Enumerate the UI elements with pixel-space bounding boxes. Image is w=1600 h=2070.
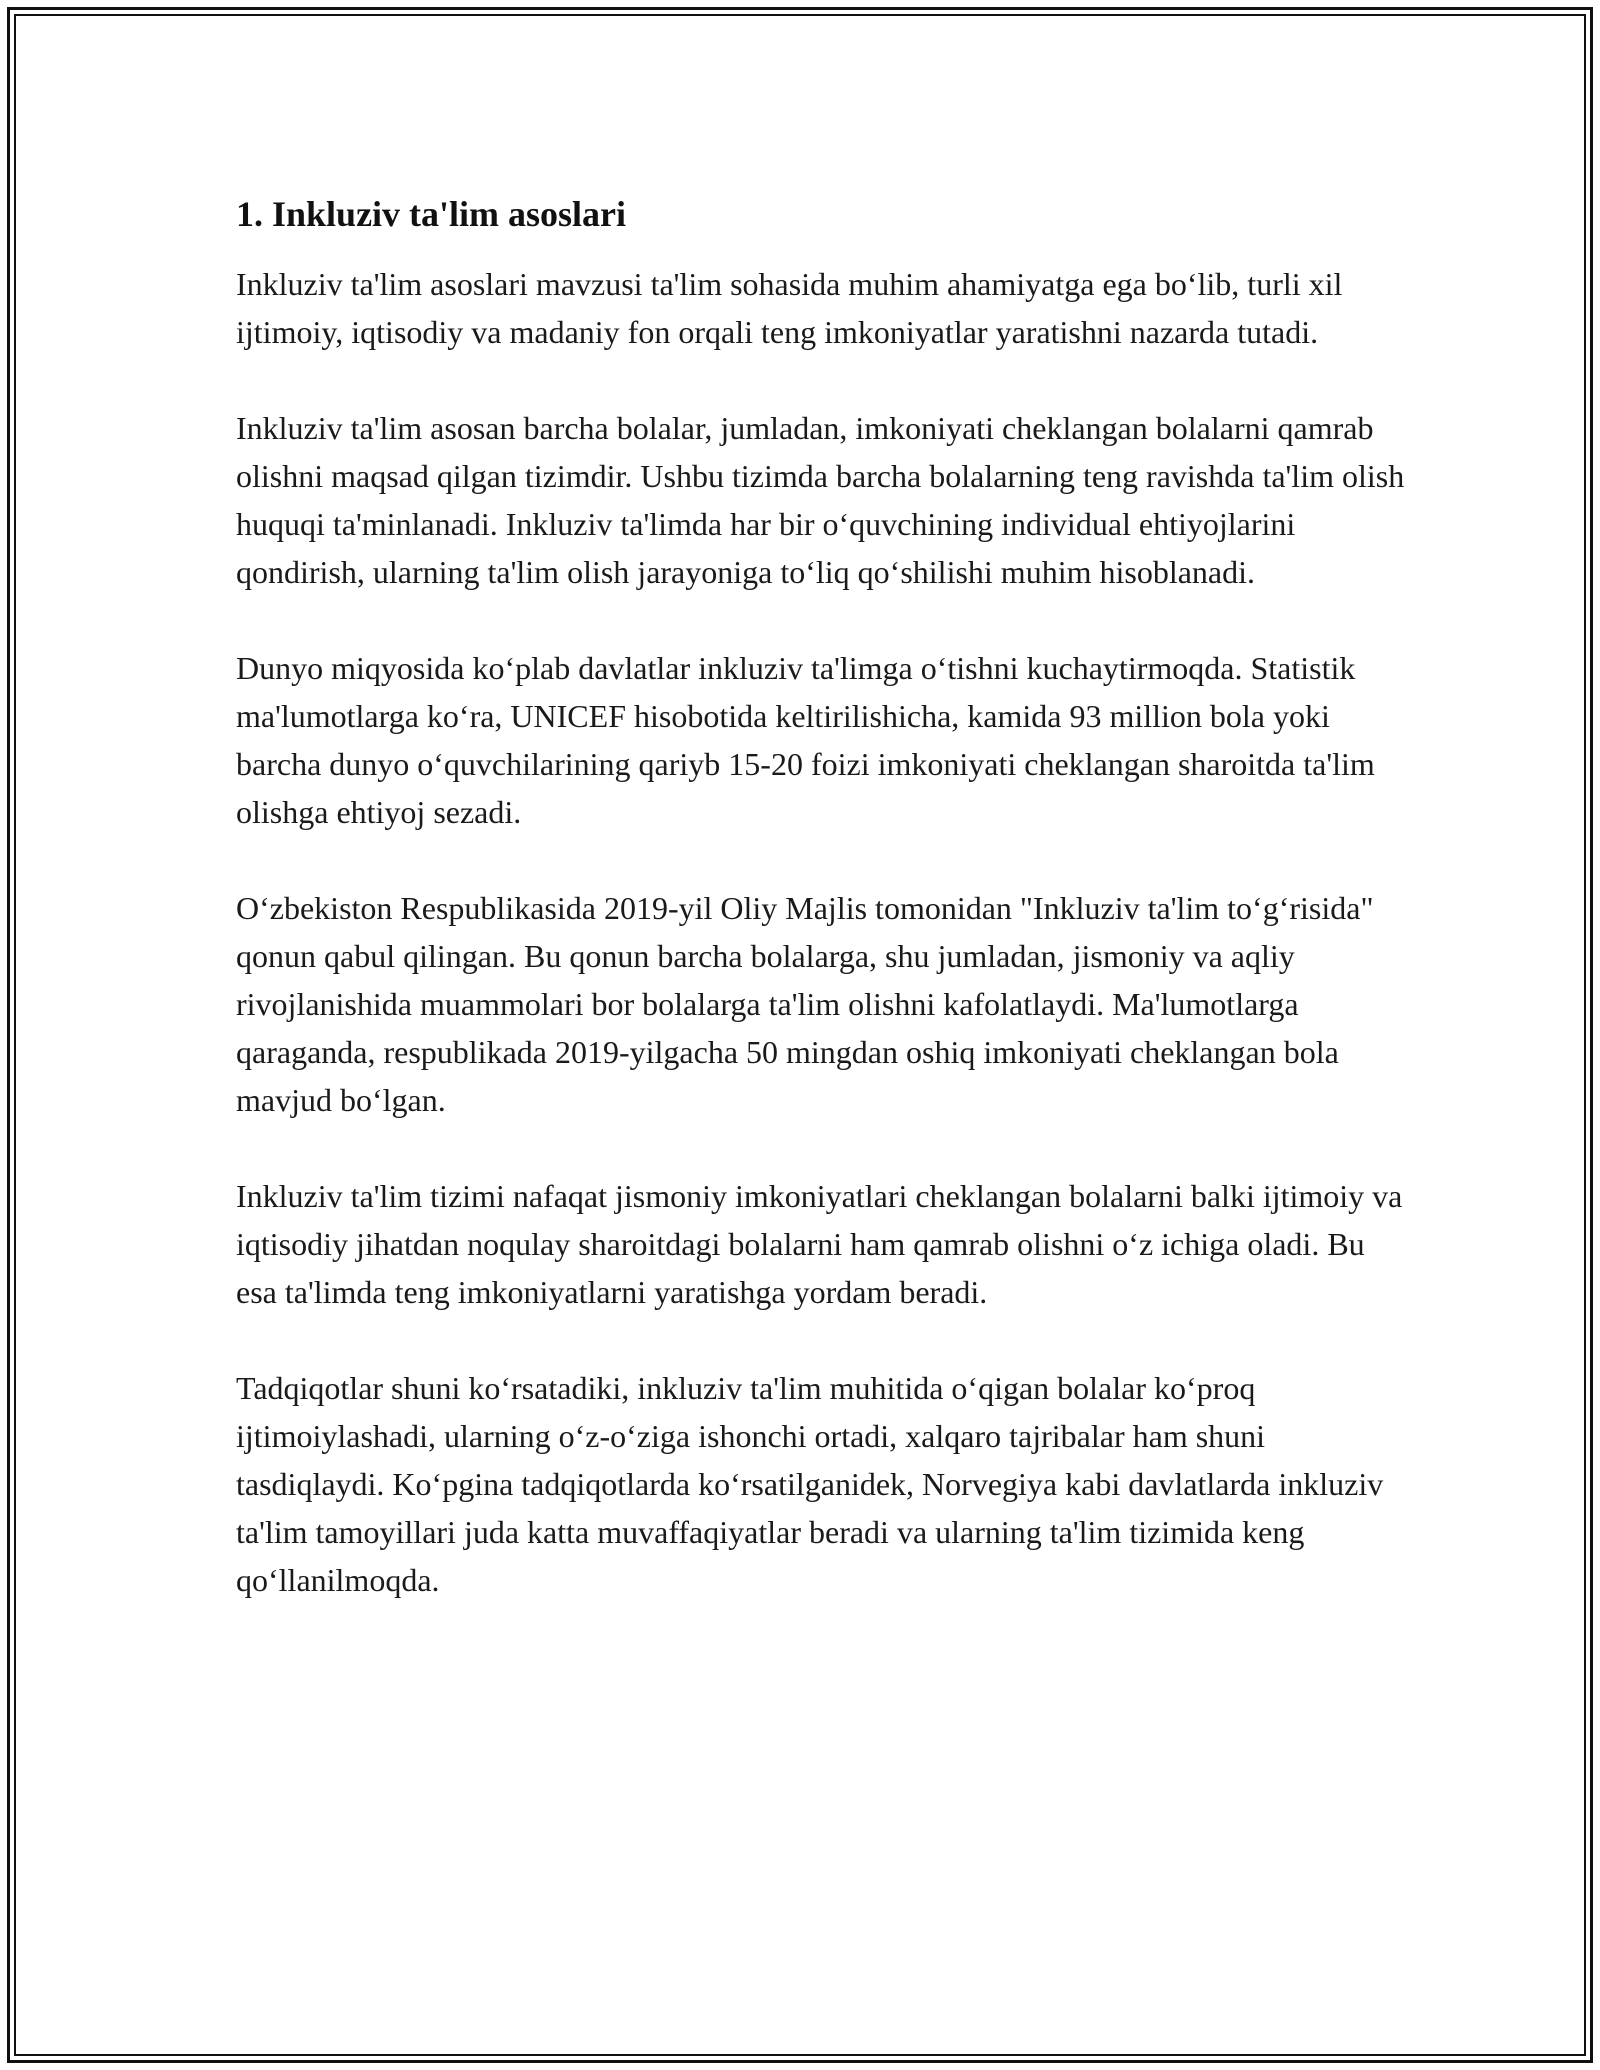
document-body bbox=[236, 186, 1406, 1652]
paragraph-1: Inkluziv ta'lim asoslari mavzusi ta'lim sohasida muhim ahamiyatga ega bo‘lib, turli xil ijtimoiy, iqtisodiy va madaniy fon orqali teng imkoniyatlar yaratishni nazarda tutadi. bbox=[236, 266, 1343, 350]
paragraph-3: Dunyo miqyosida ko‘plab davlatlar inkluziv ta'limga o‘tishni kuchaytirmoqda. Statistik ma'lumotlarga ko‘ra, UNICEF hisobotida keltirilishicha, kamida 93 million bola yoki barcha dunyo o‘quvchilarining qariyb 15-20 foizi imkoniyati cheklangan sharoitda ta'lim olishga ehtiyoj sezadi. bbox=[236, 650, 1375, 830]
section-title: 1. Inkluziv ta'lim asoslari bbox=[236, 194, 627, 234]
paragraph-5: Inkluziv ta'lim tizimi nafaqat jismoniy imkoniyatlari cheklangan bolalarni balki ijtimoiy va iqtisodiy jihatdan noqulay sharoitdagi bolalarni ham qamrab olishni o‘z ichiga oladi. Bu esa ta'limda teng imkoniyatlarni yaratishga yordam beradi. bbox=[236, 1178, 1403, 1310]
paragraph-6: Tadqiqotlar shuni ko‘rsatadiki, inkluziv ta'lim muhitida o‘qigan bolalar ko‘proq ijtimoiylashadi, ularning o‘z-o‘ziga ishonchi ortadi, xalqaro tajribalar ham shuni tasdiqlaydi. Ko‘pgina tadqiqotlarda ko‘rsatilganidek, Norvegiya kabi davlatlarda inkluziv ta'lim tamoyillari juda katta muvaffaqiyatlar beradi va ularning ta'lim tizimida keng qo‘llanilmoqda. bbox=[236, 1370, 1384, 1598]
paragraph-4: O‘zbekiston Respublikasida 2019-yil Oliy Majlis tomonidan "Inkluziv ta'lim to‘g‘risida" qonun qabul qilingan. Bu qonun barcha bolalarga, shu jumladan, jismoniy va aqliy rivojlanishida muammolari bor bolalarga ta'lim olishni kafolatlaydi. Ma'lumotlarga qaraganda, respublikada 2019-yilgacha 50 mingdan oshiq imkoniyati cheklangan bola mavjud bo‘lgan. bbox=[236, 890, 1374, 1118]
paragraph-2: Inkluziv ta'lim asosan barcha bolalar, jumladan, imkoniyati cheklangan bolalarni qamrab olishni maqsad qilgan tizimdir. Ushbu tizimda barcha bolalarning teng ravishda ta'lim olish huquqi ta'minlanadi. Inkluziv ta'limda har bir o‘quvchining individual ehtiyojlarini qondirish, ularning ta'lim olish jarayoniga to‘liq qo‘shilishi muhim hisoblanadi. bbox=[236, 410, 1405, 590]
